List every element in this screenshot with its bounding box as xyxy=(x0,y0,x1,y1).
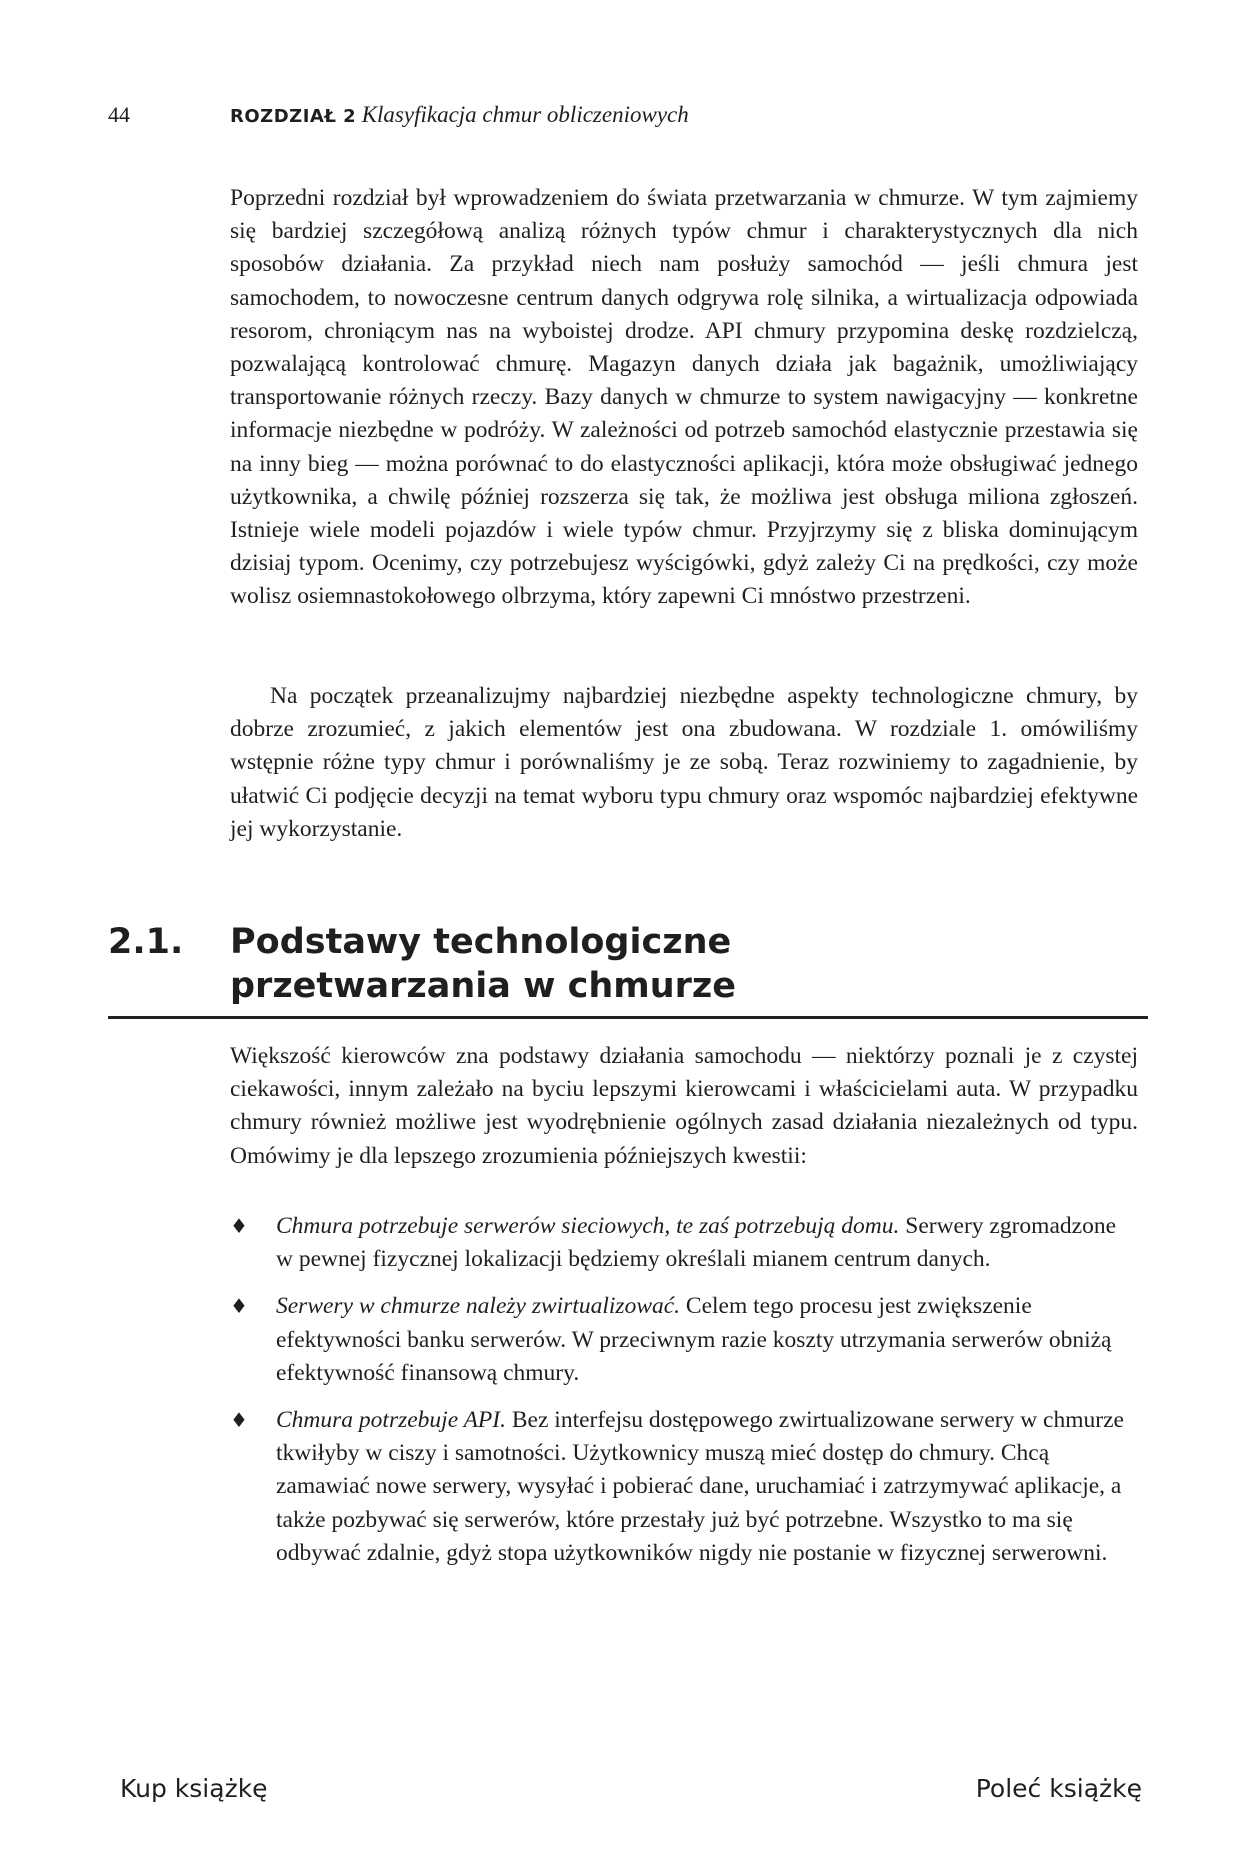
bullet-lead: Chmura potrzebuje API. xyxy=(276,1407,506,1434)
intro-paragraph-2: Na początek przeanalizujmy najbardziej niezbędne aspekty technologiczne chmury, by dobrze zrozumieć, z jakich elementów jest ona zbudowana. W rozdziale 1. omówiliśmy wstępnie różne typy chmur i porównaliśmy je ze sobą. Teraz rozwiniemy to zagadnienie, by ułatwić Ci podjęcie decyzji na temat wyboru typu chmury oraz wspomóc najbardziej efektywne jej wykorzystanie. xyxy=(230,683,1138,842)
section-title-line-1: Podstawy technologiczne xyxy=(230,922,732,962)
bullet-lead: Chmura potrzebuje serwerów sieciowych, te zaś potrzebują domu. xyxy=(276,1213,900,1239)
diamond-bullet-icon: ♦ xyxy=(230,1214,248,1238)
bullet-text: Celem tego procesu jest zwiększenie efektywności banku serwerów. W przeciwnym razie koszty utrzymania serwerów obniżą efektywność finansową chmury. xyxy=(276,1293,1112,1386)
bullet-text: Serwery zgromadzone w pewnej fizycznej lokalizacji będziemy określali mianem centrum danych. xyxy=(276,1213,1117,1273)
section-heading xyxy=(108,920,1148,1019)
buy-book-link[interactable]: Kup książkę xyxy=(120,1774,268,1803)
intro-paragraph-1: Poprzedni rozdział był wprowadzeniem do świata przetwarzania w chmurze. W tym zajmiemy się bardziej szczegółową analizą różnych typów chmur i charakterystycznych dla nich sposobów działania. Za przykład niech nam posłuży samochód — jeśli chmura jest samochodem, to nowoczesne centrum danych odgrywa rolę silnika, a wirtualizacja odpowiada resorom, chroniącym nas na wyboistej drodze. API chmury przypomina deskę rozdzielczą, pozwalającą kontrolować chmurę. Magazyn danych działa jak bagażnik, umożliwiający transportowanie różnych rzeczy. Bazy danych w chmurze to system nawigacyjny — konkretne informacje niezbędne w podróży. W zależności od potrzeb samochód elastycznie przestawia się na inny bieg — można porównać to do elastyczności aplikacji, która może obsługiwać jednego użytkownika, a chwilę później rozszerza się tak, że możliwa jest obsługa miliona zgłoszeń. Istnieje wiele modeli pojazdów i wiele typów chmur. Przyjrzymy się z bliska dominującym dzisiaj typom. Ocenimy, czy potrzebujesz wyścigówki, gdyż zależy Ci na prędkości, czy może wolisz osiemnastokołowego olbrzyma, który zapewni Ci mnóstwo przestrzeni. xyxy=(230,185,1138,610)
section-intro-paragraph: Większość kierowców zna podstawy działania samochodu — niektórzy poznali je z czystej ciekawości, innym zależało na byciu lepszymi kierowcami i właścicielami auta. W przypadku chmury również możliwe jest wyodrębnienie ogólnych zasad działania niezależnych od typu. Omówimy je dla lepszego zrozumienia późniejszych kwestii: xyxy=(230,1043,1138,1169)
bullet-list xyxy=(230,1210,1138,1584)
recommend-book-link[interactable]: Poleć książkę xyxy=(975,1774,1142,1803)
page-header xyxy=(108,98,1148,132)
chapter-title: Klasyfikacja chmur obliczeniowych xyxy=(361,102,689,127)
bullet-item xyxy=(230,1290,1138,1390)
diamond-bullet-icon: ♦ xyxy=(230,1294,248,1319)
bullet-item xyxy=(230,1210,1138,1276)
running-head xyxy=(230,102,689,128)
section-title-line-2: przetwarzania w chmurze xyxy=(230,966,737,1006)
bullet-item xyxy=(230,1404,1138,1570)
chapter-word: ROZDZIAŁ 2 xyxy=(230,106,357,127)
bullet-text: Bez interfejsu dostępowego zwirtualizowane serwery w chmurze tkwiłyby w ciszy i samotności. Użytkownicy muszą mieć dostęp do chmury. Chcą zamawiać nowe serwery, wysyłać i pobierać dane, uruchamiać i zatrzymywać aplikacje, a także pozbywać się serwerów, które przestały już być potrzebne. Wszystko to ma się odbywać zdalnie, gdyż stopa użytkowników nigdy nie postanie w fizycznej serwerowni. xyxy=(276,1407,1124,1566)
page-number: 44 xyxy=(108,102,130,127)
bullet-lead: Serwery w chmurze należy zwirtualizować. xyxy=(276,1293,681,1320)
diamond-bullet-icon: ♦ xyxy=(230,1408,248,1433)
section-number: 2.1. xyxy=(108,922,184,962)
section-title xyxy=(230,920,1110,1008)
